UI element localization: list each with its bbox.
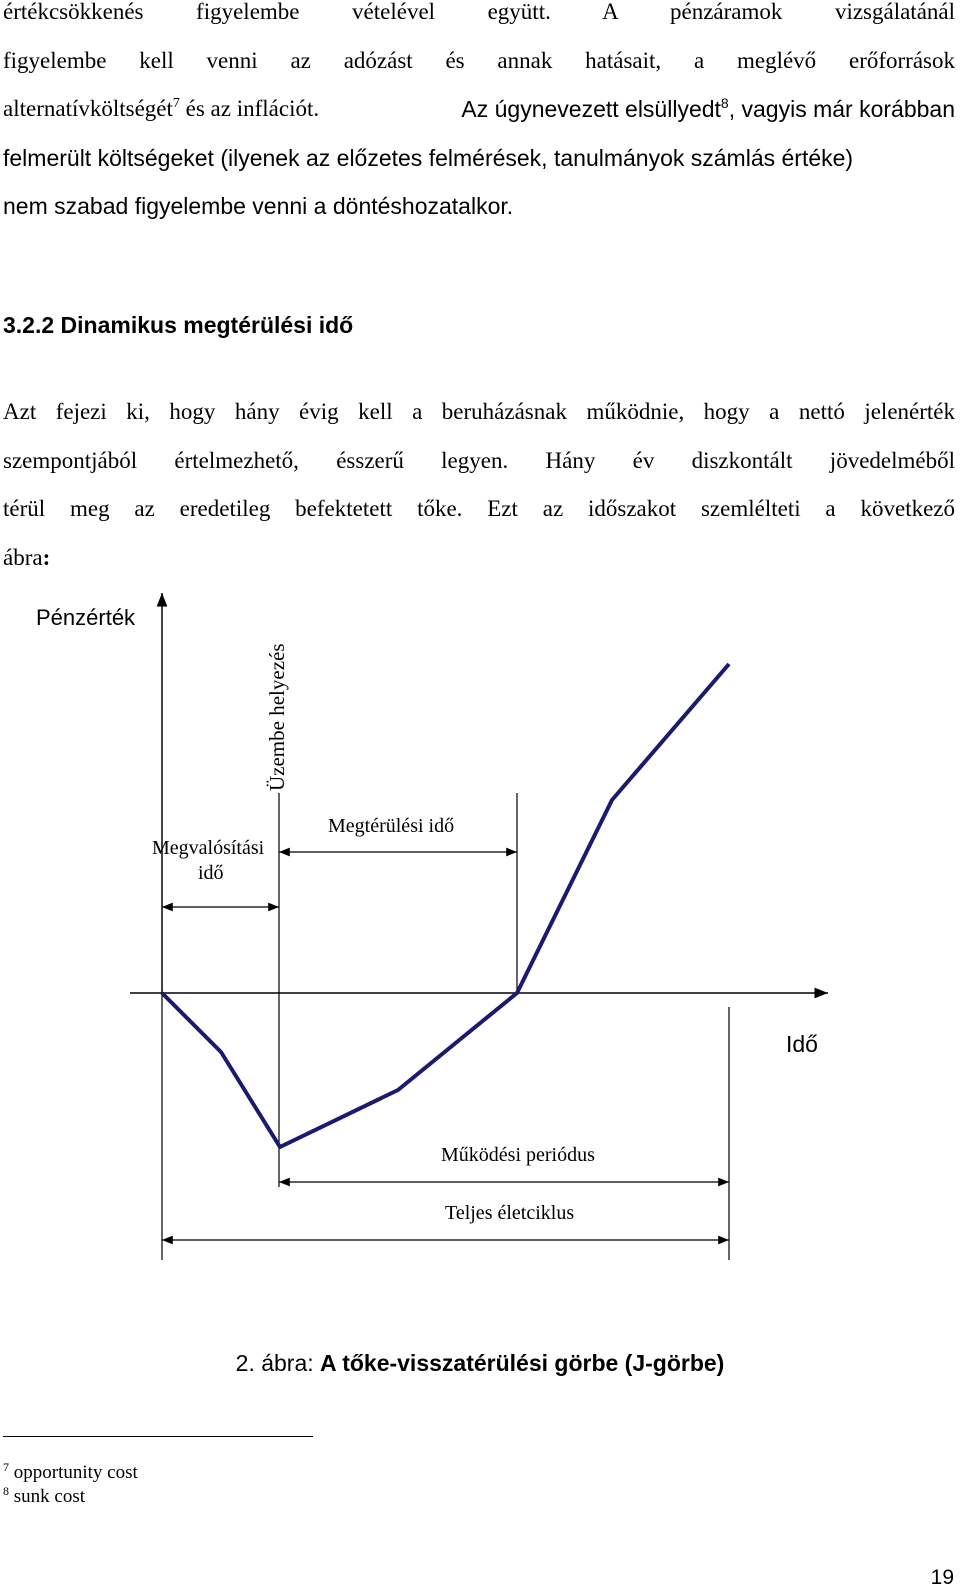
figure-caption xyxy=(0,1350,960,1377)
commissioning-label: Üzembe helyezés xyxy=(265,643,289,791)
caption-prefix: 2. ábra: xyxy=(235,1350,321,1376)
line-3-part-c: Az úgynevezett elsüllyedt xyxy=(461,96,721,122)
y-axis-label: Pénzérték xyxy=(36,605,136,630)
footnote-8-text: sunk cost xyxy=(13,1486,85,1507)
footnote-7 xyxy=(3,1462,138,1484)
footnote-7-text: opportunity cost xyxy=(13,1462,138,1483)
footnote-rule xyxy=(3,1436,313,1437)
j-curve-figure xyxy=(0,585,960,1285)
lifecycle-label: Teljes életciklus xyxy=(445,1202,575,1224)
x-axis-label: Idő xyxy=(786,1031,818,1057)
operating-period-label: Működési periódus xyxy=(441,1144,595,1166)
footnote-8 xyxy=(3,1486,85,1508)
realization-label-line-1: Megvalósítási xyxy=(152,837,265,859)
line-3-part-a: alternatívköltségét xyxy=(3,96,173,121)
payback-label: Megtérülési idő xyxy=(328,815,455,837)
footnote-7-number: 7 xyxy=(3,1460,9,1474)
footnote-ref-7: 7 xyxy=(172,96,180,111)
paragraph-2 xyxy=(3,388,955,582)
line-3-right xyxy=(461,85,955,134)
caption-title: A tőke-visszatérülési görbe (J-görbe) xyxy=(320,1350,725,1376)
footnote-8-number: 8 xyxy=(3,1484,9,1498)
paragraph-1-line-2: figyelembe kell venni az adózást és annak hatásait, a meglévő erőforrások xyxy=(3,47,955,73)
paragraph-1-line-4: felmerült költségeket (ilyenek az előzetes felmérések, tanulmányok számlás értéke) xyxy=(3,144,854,171)
paragraph-1-line-5: nem szabad figyelembe venni a döntéshozatalkor. xyxy=(3,193,514,219)
line-3-part-d: , vagyis már korábban xyxy=(728,96,955,122)
line-3-left xyxy=(3,85,319,134)
line-4-colon: : xyxy=(42,544,51,570)
paragraph-1-line-3 xyxy=(3,85,955,134)
page-number: 19 xyxy=(930,1566,954,1589)
paragraph-1 xyxy=(3,0,955,231)
paragraph-2-line-2: szempontjából értelmezhető, ésszerű legyen. Hány év diszkontált jövedelméből xyxy=(3,447,955,473)
paragraph-2-line-3: térül meg az eredetileg befektetett tőke. Ezt az időszakot szemlélteti a következő xyxy=(3,496,955,521)
line-4-text: ábra xyxy=(3,544,43,570)
j-curve-line xyxy=(162,664,729,1147)
footnote-ref-8: 8 xyxy=(720,95,729,111)
paragraph-2-line-4 xyxy=(3,534,955,583)
section-heading: 3.2.2 Dinamikus megtérülési idő xyxy=(3,312,354,338)
paragraph-2-line-1: Azt fejezi ki, hogy hány évig kell a beruházásnak működnie, hogy a nettó jelenérték xyxy=(3,399,955,424)
paragraph-1-line-1: értékcsökkenés figyelembe vételével együtt. A pénzáramok vizsgálatánál xyxy=(3,0,955,24)
realization-label-line-2: idő xyxy=(198,862,224,884)
line-3-part-b: és az inflációt. xyxy=(179,96,320,121)
